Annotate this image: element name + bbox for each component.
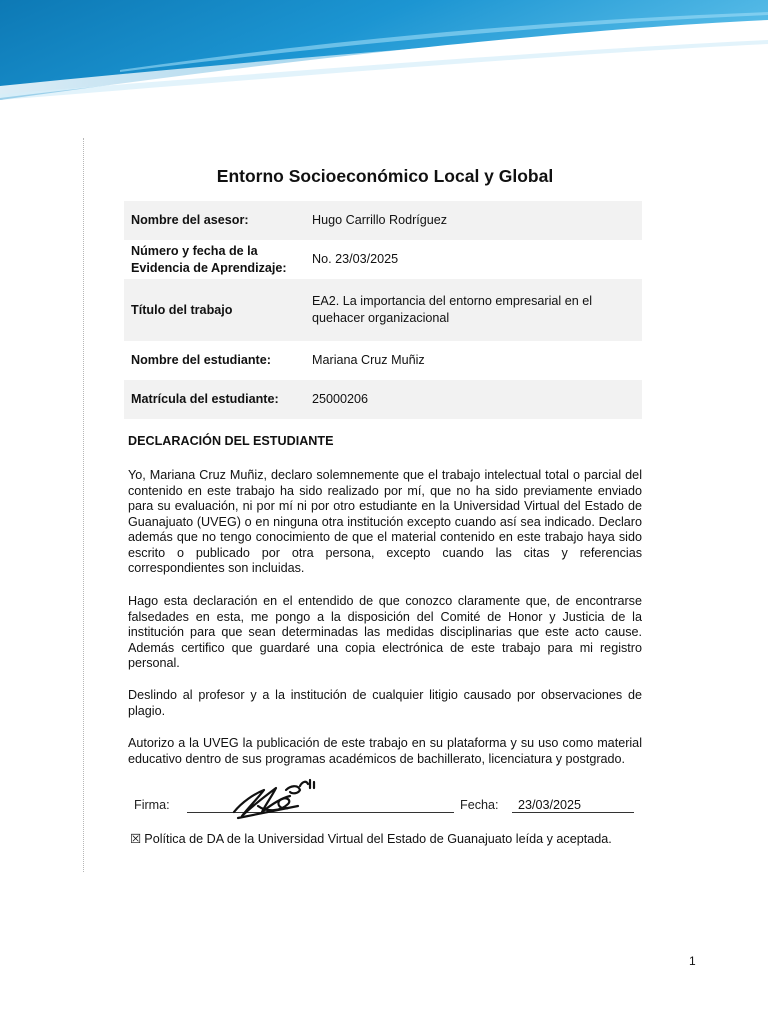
declaration-paragraph-2: Hago esta declaración en el entendido de que conozco claramente que, de encontrarse falsedades en esta, me pongo a la disposición del Comité de Honor y Justicia de la institución para que sean determinadas las medidas disciplinarias que este acto cause. Además certifico que guardaré una copia electrónica de este trabajo para mi registro personal. [128, 594, 642, 670]
info-value: EA2. La importancia del entorno empresarial en el quehacer organizacional [312, 294, 593, 325]
info-label: Título del trabajo [131, 302, 233, 317]
page-margin-guide [83, 138, 84, 872]
page-number: 1 [689, 954, 696, 968]
info-value: 25000206 [312, 392, 369, 406]
checked-checkbox-icon: ☒ [130, 832, 142, 846]
declaration-heading: DECLARACIÓN DEL ESTUDIANTE [128, 434, 334, 448]
info-value: Mariana Cruz Muñiz [312, 353, 425, 367]
info-table [124, 201, 642, 419]
info-row-estudiante [124, 341, 642, 380]
declaration-paragraph-3: Deslindo al profesor y a la institución de cualquier litigio causado por observaciones de plagio. [128, 688, 642, 718]
handwritten-signature [228, 772, 324, 824]
info-row-asesor [124, 201, 642, 240]
header-banner [0, 0, 768, 100]
info-label: Nombre del asesor: [131, 213, 249, 227]
info-row-titulo [124, 279, 642, 341]
info-label: Nombre del estudiante: [131, 353, 271, 367]
info-row-evidencia [124, 240, 642, 279]
info-label: Número y fecha de la Evidencia de Aprendizaje: [131, 243, 287, 275]
document-title: Entorno Socioeconómico Local y Global [216, 166, 554, 186]
policy-acceptance [130, 831, 612, 846]
declaration-paragraph-4: Autorizo a la UVEG la publicación de este trabajo en su plataforma y su uso como material educativo dentro de sus programas académicos de bachillerato, licenciatura y postgrado. [128, 736, 642, 766]
date-value: 23/03/2025 [512, 798, 634, 813]
info-value: Hugo Carrillo Rodríguez [312, 213, 448, 227]
declaration-paragraph-1: Yo, Mariana Cruz Muñiz, declaro solemnemente que el trabajo intelectual total o parcial del contenido en este trabajo ha sido realizado por mí, que no ha sido previamente enviado para su evaluación, ni por mí ni por otro estudiante en la Universidad Virtual del Estado de Guanajuato (UVEG) o en ninguna otra institución excepto cuando así sea indicado. Declaro además que no tengo conocimiento de que el material contenido en este trabajo haya sido escrito o publicado por otra persona, excepto cuando las citas y referencias correspondientes son incluidas. [128, 468, 642, 575]
policy-text: Política de DA de la Universidad Virtual del Estado de Guanajuato leída y aceptada. [144, 832, 612, 846]
info-row-matricula [124, 380, 642, 419]
info-value: No. 23/03/2025 [312, 252, 399, 266]
date-label: Fecha: [460, 798, 499, 812]
signature-label: Firma: [134, 798, 170, 812]
info-label: Matrícula del estudiante: [131, 392, 279, 406]
